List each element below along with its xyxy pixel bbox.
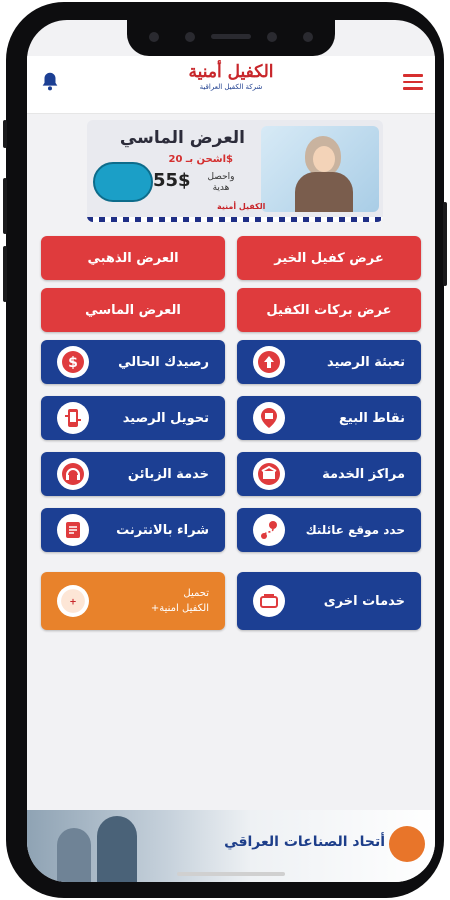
sensor-icon [149,32,159,42]
notch [127,20,335,56]
kafeel-khair-offer-label: عرض كفيل الخير [274,250,384,266]
family-location-button[interactable] [237,508,421,552]
worker-silhouette [97,816,137,882]
diamond-offer-label: العرض الماسي [85,302,181,318]
banner-photo [261,126,379,212]
sale-points-button[interactable] [237,396,421,440]
hamburger-menu-icon[interactable] [403,74,423,90]
light-sensor-icon [303,32,313,42]
other-services-icon [253,585,285,617]
home-indicator [177,872,285,876]
other-services-label: خدمات اخرى [323,593,405,609]
face-shape [313,146,335,172]
footer-text: أتحاد الصناعات العراقي [224,834,385,850]
barakat-offer-label: عرض بركات الكفيل [266,302,392,318]
upload-arrow-icon [253,346,285,378]
banner-mini-logo: الكفيل أمنية [217,202,266,211]
transfer-balance-button[interactable] [41,396,225,440]
barakat-offer-button[interactable] [237,288,421,332]
banner-info-circle [93,162,153,202]
family-location-label: حدد موقع عائلتك [305,523,405,537]
online-purchase-icon [57,514,89,546]
promo-banner[interactable] [87,120,383,222]
front-camera-icon [267,32,277,42]
notification-bell-icon[interactable] [39,70,61,92]
app-logo-icon [57,585,89,617]
logo-subtitle: شركة الكفيل العراقية [199,83,263,91]
volume-up-button [3,178,7,234]
volume-down-button [3,246,7,302]
power-button [443,202,447,286]
speaker-grille [211,34,251,39]
customer-service-label: خدمة الزبائن [127,466,209,482]
banner-price: 55$ [153,170,191,191]
sale-points-label: نقاط البيع [339,410,405,426]
kafeel-khair-offer-button[interactable] [237,236,421,280]
store-pin-icon [253,402,285,434]
current-balance-button[interactable] [41,340,225,384]
location-route-icon [253,514,285,546]
banner-title: العرض الماسي [119,128,245,148]
banner-checker-strip [87,217,383,222]
transfer-balance-label: تحويل الرصيد [122,410,209,426]
headset-icon [57,458,89,490]
current-balance-label: رصيدك الحالي [118,354,209,370]
service-centers-label: مراكز الخدمة [322,466,405,482]
logo-text: الكفيل أمنية [188,62,274,82]
camera-icon [185,32,195,42]
diamond-offer-button[interactable] [41,288,225,332]
service-center-icon [253,458,285,490]
download-app-line1: تحميل [183,588,209,599]
recharge-balance-button[interactable] [237,340,421,384]
recharge-balance-label: تعبئة الرصيد [326,354,405,370]
app-header [27,56,435,114]
buy-online-button[interactable] [41,508,225,552]
industries-union-logo-icon [389,826,425,862]
service-centers-button[interactable] [237,452,421,496]
download-app-line2: الكفيل امنية+ [150,603,209,614]
banner-charge-text: اشحن بـ 20$ [168,154,233,165]
transfer-phone-icon [57,402,89,434]
svg-text:$: $ [68,355,78,371]
app-logo [167,62,295,91]
buy-online-label: شراء بالانترنت [116,522,209,538]
mute-switch [3,120,7,148]
banner-gift-text: واحصل هدية [207,172,235,193]
dollar-icon [57,346,89,378]
gold-offer-button[interactable] [41,236,225,280]
download-app-button[interactable] [41,572,225,630]
customer-service-button[interactable] [41,452,225,496]
svg-text:+: + [69,597,77,608]
other-services-button[interactable] [237,572,421,630]
download-app-label [151,586,209,616]
gold-offer-label: العرض الذهبي [87,250,179,266]
body-shape [295,172,353,212]
phone-frame [6,2,444,898]
app-screen [27,20,435,882]
worker-silhouette [57,828,91,882]
